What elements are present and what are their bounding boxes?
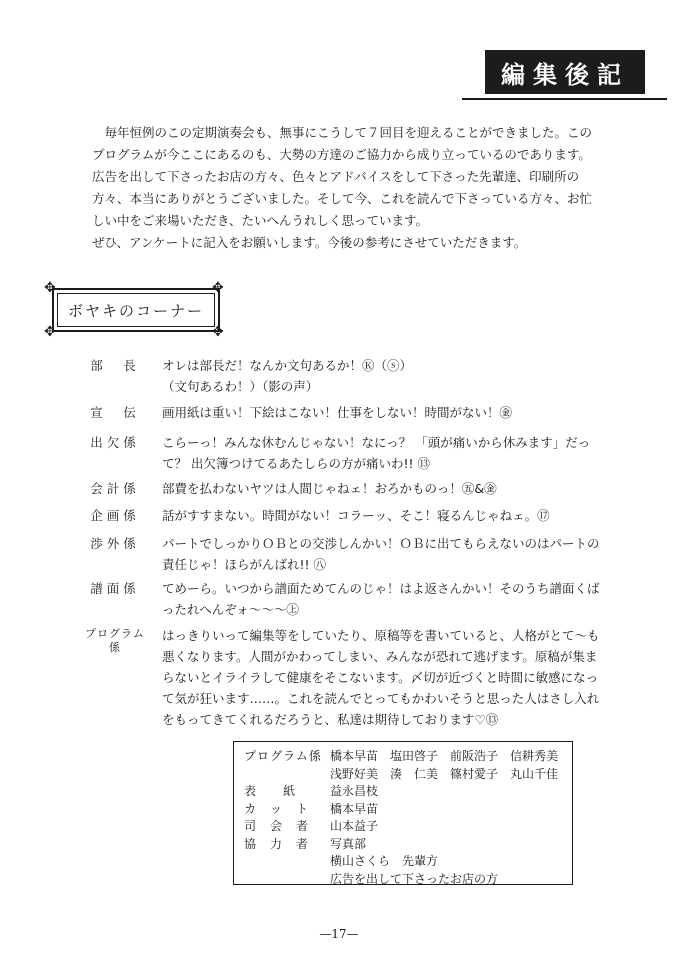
credit-row — [244, 836, 564, 854]
ornament-icon: ✥ — [212, 280, 224, 296]
entry-shukketsu — [84, 432, 604, 474]
ornament-icon: ✥ — [44, 280, 56, 296]
credit-row — [244, 818, 564, 836]
page-number: —17— — [319, 927, 359, 941]
title-underline — [462, 98, 667, 100]
credit-row — [244, 853, 564, 871]
credit-row — [244, 871, 564, 889]
role-label: 会計係 — [90, 481, 140, 496]
entry-text: 画用紙は重い！下絵はこない！仕事をしない！時間がない！㊎ — [162, 405, 513, 420]
credit-names: 益永昌枝 — [330, 784, 379, 798]
credit-label — [244, 766, 330, 784]
credit-names: 写真部 — [330, 836, 367, 851]
intro-text — [92, 122, 592, 254]
credit-names: 橋本早苗 — [330, 801, 379, 816]
entry-program — [84, 625, 604, 730]
credit-row — [244, 783, 564, 801]
entry-senden — [84, 402, 604, 423]
credit-row — [244, 748, 564, 766]
role-label: 部 長 — [90, 358, 140, 373]
credit-row — [244, 801, 564, 819]
credit-label: 表 紙 — [244, 784, 297, 798]
credits-box — [233, 741, 573, 885]
role-label: 譜面係 — [90, 581, 140, 596]
credit-label: 司 会 者 — [244, 819, 310, 833]
credit-label: カ ッ ト — [244, 801, 310, 816]
credit-label — [244, 853, 330, 871]
credit-names: 広告を出して下さったお店の方 — [330, 871, 499, 886]
intro-paragraph-2: ぜひ、アンケートに記入をお願いします。今後の参考にさせていただきます。 — [92, 235, 527, 250]
credit-names: 浅野好美 湊 仁美 篠村愛子 丸山千佳 — [330, 766, 559, 781]
entry-fumen — [84, 578, 604, 620]
credit-label: 協 力 者 — [244, 836, 310, 851]
entry-bucho — [84, 355, 604, 397]
ornament-icon: ✥ — [44, 324, 56, 340]
role-label: 渉外係 — [90, 536, 140, 551]
entry-kikaku — [84, 505, 604, 526]
credit-names: 橋本早苗 塩田啓子 前阪浩子 信耕秀美 — [330, 749, 559, 763]
entry-text: オレは部長だ！なんか文句あるか！Ⓚ（ⓢ） （文句あるわ！）（影の声） — [162, 358, 413, 394]
page-title: 編集後記 — [485, 50, 645, 94]
corner-heading-box — [52, 288, 220, 332]
credit-label — [244, 871, 330, 889]
entry-text: パートでしっかりＯＢとの交渉しんかい！ＯＢに出てもらえないのはパートの責任じゃ！ほらがんばれ!! ㊇ — [162, 536, 600, 572]
credit-names: 横山さくら 先輩方 — [330, 854, 439, 868]
intro-paragraph-1: 毎年恒例のこの定期演奏会も、無事にこうして７回目を迎えることができました。このプログラムが今ここにあるのも、大勢の方達のご協力から成り立っているのであります。広告を出して下さったお店の方々、色々とアドバイスをして下さった先輩達、印刷所の方々、本当にありがとうございました。そして今、これを読んで下さっている方々、お忙しい中をご来場いただき、たいへんうれしく思っています。 — [92, 125, 593, 228]
entry-kaikei — [84, 478, 604, 499]
entry-text: こらーっ！みんな休むんじゃない！なにっ？ 「頭が痛いから休みます」だって？ 出欠簿つけてるあたしらの方が痛いわ!! ⑬ — [162, 435, 591, 471]
entry-text: はっきりいって編集等をしていたり、原稿等を書いていると、人格がとて〜も悪くなります。人間がかわってしまい、みんなが恐れて逃げます。原稿が集まらないとイライラして健康をそこないます。〆切が近づくと時間に敏感になって気が狂います……。これを読んでとってもかわいそうと思った人はさし入れをもってきてくれるだろうと、私達は期待しております♡⑬ — [162, 628, 600, 727]
credit-names: 山本益子 — [330, 819, 379, 833]
role-label: プログラム係 — [85, 627, 145, 654]
entry-text: てめーら。いつから譜面ためてんのじゃ！はよ返さんかい！そのうち譜面くばったれへんぞォ〜〜〜㊤ — [162, 581, 600, 617]
role-label: 宣 伝 — [90, 405, 140, 420]
entry-shogai — [84, 533, 604, 575]
role-label: 出欠係 — [90, 435, 140, 450]
ornament-icon: ✥ — [212, 324, 224, 340]
credit-row — [244, 766, 564, 784]
entry-text: 話がすすまない。時間がない！コラーッ、そこ！寝るんじゃねェ。⑰ — [162, 508, 550, 523]
entry-text: 部費を払わないヤツは人間じゃねェ！おろかものっ！㊄&㊎ — [162, 481, 497, 496]
corner-heading: ボヤキのコーナー — [67, 301, 204, 320]
credit-label: プログラム係 — [244, 749, 322, 763]
role-label: 企画係 — [90, 508, 140, 523]
